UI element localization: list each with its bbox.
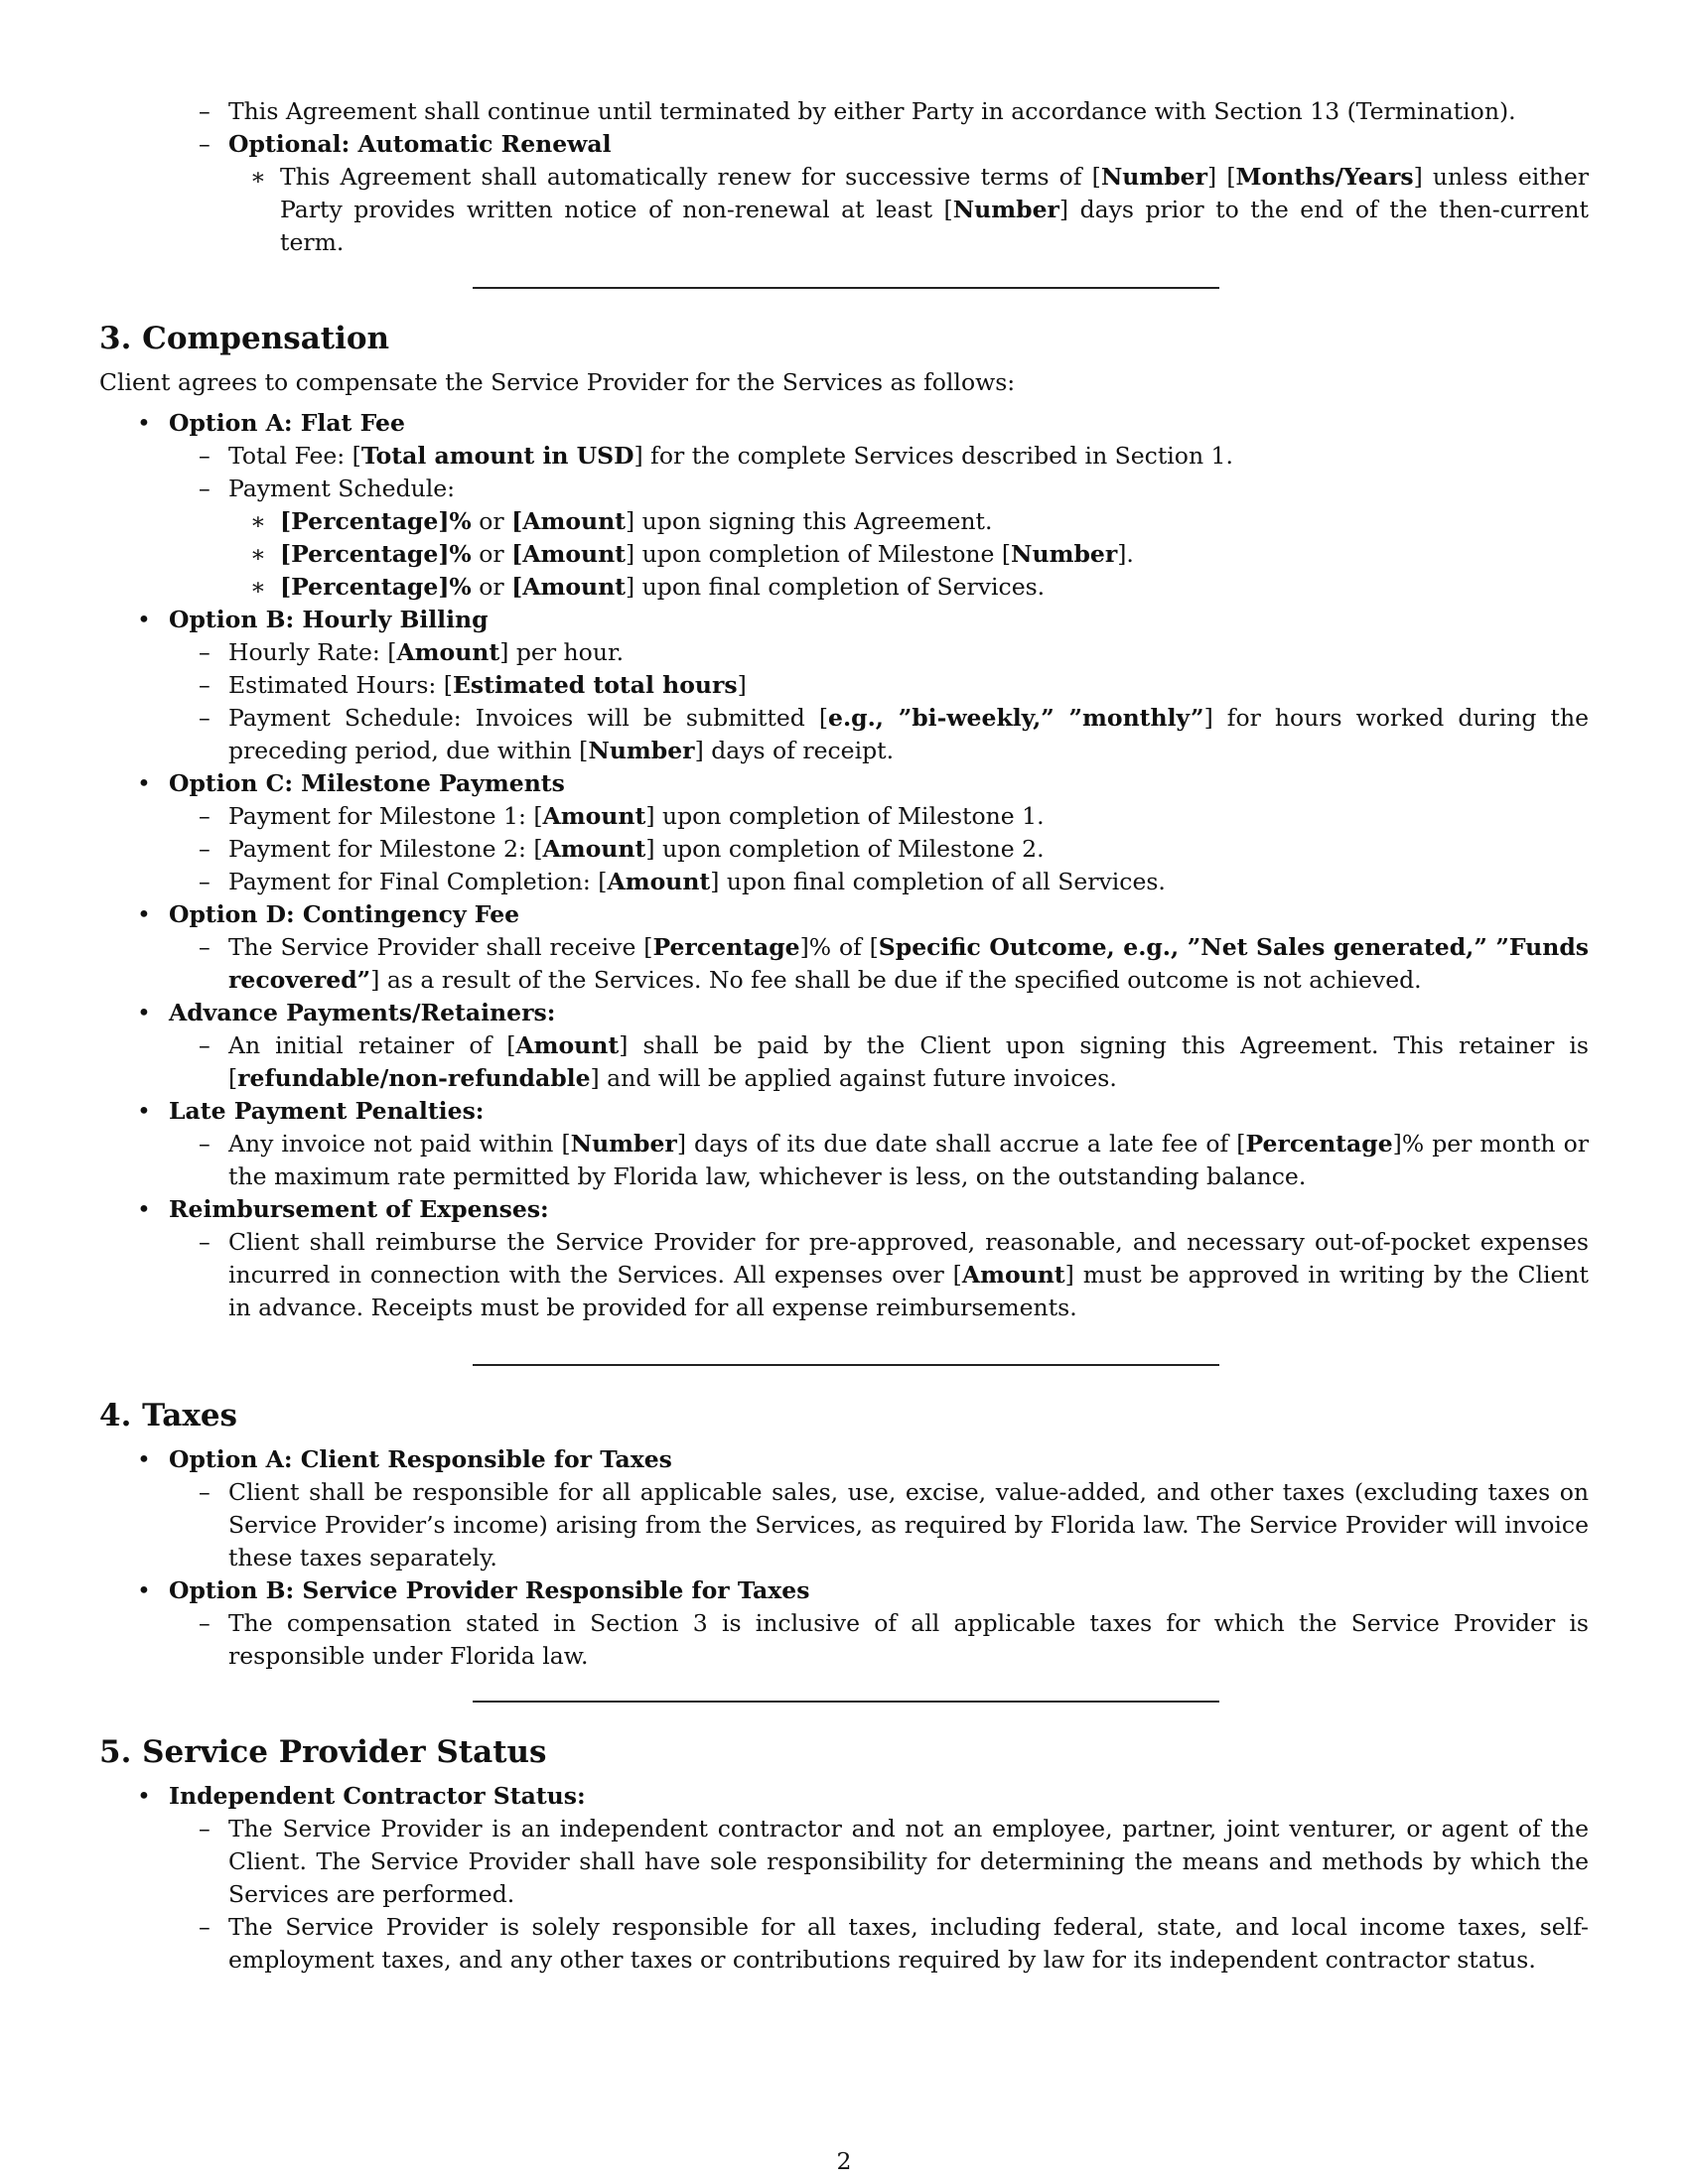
list-item [99,702,1589,767]
list-item [99,473,1589,505]
placeholder: Number [570,1130,677,1158]
text: The compensation stated in Section 3 is inclusive of all applicable taxes for which the Service Provider is responsible under Florida law. [228,1609,1589,1670]
dash-marker: – [199,835,211,863]
option-label: Late Payment Penalties: [169,1097,485,1125]
taxes-list [99,1443,1589,1673]
placeholder: Amount [522,540,627,568]
list-item [99,1226,1589,1324]
list-item [99,669,1589,702]
list-item [99,833,1589,866]
bullet-marker: • [137,1445,151,1473]
section-divider [473,1701,1219,1703]
list-item [99,1813,1589,1911]
placeholder: Percentage [1245,1130,1393,1158]
list-item: ∗ [Percentage]% or [Amount] upon completion of Milestone [Number]. [99,538,1589,571]
text: Payment for Milestone 1: [ [228,802,543,830]
option-label: Option B: Hourly Billing [169,606,489,633]
dash-marker: – [199,1228,211,1256]
dash-marker: – [199,1478,211,1506]
text: The Service Provider shall receive [ [228,933,653,961]
dash-marker: – [199,868,211,895]
placeholder: Amount [522,573,627,601]
text: ] shall be paid by the Client upon signing this Agreement. This retainer is [ [228,1031,1589,1092]
list-item [99,1911,1589,1977]
document-page [99,95,1589,1977]
dash-marker: – [199,130,211,158]
compensation-list [99,407,1589,1324]
text: ]. [1117,540,1134,568]
text: Payment Schedule: [228,475,456,502]
list-item [99,898,1589,931]
text: ] for hours worked during the preceding period, due within [ [228,704,1589,764]
placeholder: Amount [522,507,627,535]
placeholder: Number [952,196,1059,223]
list-item [99,997,1589,1029]
list-item [99,1095,1589,1128]
bullet-marker: • [137,769,151,797]
list-item [99,1443,1589,1476]
list-item [99,604,1589,636]
dash-marker: – [199,704,211,732]
list-item: ∗ [Percentage]% or [Amount] upon signing this Agreement. [99,505,1589,538]
list-item [99,128,1589,161]
section-intro: Client agrees to compensate the Service Provider for the Services as follows: [99,368,1016,396]
list-item [99,866,1589,898]
dash-marker: – [199,933,211,961]
dash-marker: – [199,1815,211,1843]
text: Hourly Rate: [ [228,638,397,666]
text: ] per hour. [499,638,625,666]
placeholder: Amount [542,802,646,830]
text: ] days prior to the end of the then-current term. [280,196,1589,256]
text: Client shall be responsible for all applicable sales, use, excise, value-added, and other taxes (excluding taxes on Service Provider’s income) arising from the Services, as required by Florida law. The Service Provider will invoice these taxes separately. [228,1478,1589,1571]
text: ] unless either Party provides written notice of non-renewal at least [ [280,163,1589,223]
section-divider [473,287,1219,289]
list-item [99,95,1589,128]
text: Client shall reimburse the Service Provider for pre-approved, reasonable, and necessary out-of-pocket expenses incurred in connection with the Services. All expenses over [ [228,1228,1589,1289]
text: ]% of [ [799,933,879,961]
text: ] must be approved in writing by the Client in advance. Receipts must be provided for all expense reimbursements. [228,1261,1589,1321]
list-item: ∗ [Percentage]% or [Amount] upon final completion of Services. [99,571,1589,604]
optional-renewal-label: Optional: Automatic Renewal [228,130,612,158]
placeholder: Amount [961,1261,1065,1289]
section-heading: 3. Compensation [99,321,390,356]
dash-marker: – [199,1913,211,1941]
placeholder: Amount [607,868,711,895]
text: ] upon completion of Milestone 2. [645,835,1045,863]
text: Any invoice not paid within [ [228,1130,571,1158]
text: This Agreement shall automatically renew for successive terms of [ [280,163,1101,191]
list-item [99,1476,1589,1574]
dash-marker: – [199,1130,211,1158]
placeholder: Months/Years [1235,163,1414,191]
option-label: Option A: Client Responsible for Taxes [169,1445,672,1473]
asterisk-marker: ∗ [250,163,266,191]
text: ] upon signing this Agreement. [626,507,993,535]
list-item [99,931,1589,997]
text: ] upon final completion of Services. [626,573,1046,601]
text: ] as a result of the Services. No fee shall be due if the specified outcome is not achieved. [370,966,1422,994]
text: ] upon final completion of all Services. [710,868,1166,895]
text: ] and will be applied against future invoices. [590,1064,1117,1092]
placeholder: e.g., ”bi-weekly,” ”monthly” [828,704,1204,732]
page-number: 2 [836,2147,852,2175]
placeholder: Percentage [652,933,800,961]
placeholder: Number [588,737,695,764]
placeholder: Estimated total hours [452,671,738,699]
list-item [99,1574,1589,1607]
text: ] days of its due date shall accrue a late fee of [ [676,1130,1246,1158]
status-list [99,1780,1589,1977]
bullet-marker: • [137,1097,151,1125]
section-divider [473,1364,1219,1366]
list-item [99,1193,1589,1226]
bullet-marker: • [137,1195,151,1223]
option-label: Option B: Service Provider Responsible for Taxes [169,1576,810,1604]
dash-marker: – [199,475,211,502]
placeholder: Number [1011,540,1118,568]
bullet-marker: • [137,1782,151,1810]
list-item [99,1780,1589,1813]
placeholder: Amount [396,638,500,666]
dash-marker: – [199,442,211,470]
section-heading: 5. Service Provider Status [99,1734,547,1770]
term-line: This Agreement shall continue until terminated by either Party in accordance with Section 13 (Termination). [228,97,1516,125]
text: ]% per month or the maximum rate permitted by Florida law, whichever is less, on the outstanding balance. [228,1130,1589,1190]
bullet-marker: • [137,606,151,633]
list-item [99,440,1589,473]
list-item [99,407,1589,440]
list-item [99,1607,1589,1673]
list-item [99,161,1589,259]
placeholder: Total amount in USD [360,442,634,470]
placeholder: Amount [515,1031,620,1059]
bullet-marker: • [137,409,151,437]
placeholder: Specific Outcome, e.g., ”Net Sales generated,” ”Funds recovered” [228,933,1590,994]
section-heading: 4. Taxes [99,1398,238,1433]
text: ] days of receipt. [694,737,895,764]
placeholder: Percentage [291,540,439,568]
placeholder: Amount [542,835,646,863]
placeholder: refundable/non-refundable [237,1064,591,1092]
dash-marker: – [199,1609,211,1637]
bullet-marker: • [137,1576,151,1604]
text: ] for the complete Services described in Section 1. [633,442,1233,470]
option-label: Advance Payments/Retainers: [169,999,556,1026]
list-item [99,1029,1589,1095]
text: ] upon completion of Milestone 1. [645,802,1045,830]
list-item [99,1128,1589,1193]
option-label: Independent Contractor Status: [169,1782,586,1810]
text: Total Fee: [ [228,442,361,470]
dash-marker: – [199,638,211,666]
dash-marker: – [199,97,211,125]
asterisk-marker: ∗ [250,507,266,535]
placeholder: Number [1100,163,1208,191]
option-label: Option A: Flat Fee [169,409,405,437]
option-label: Reimbursement of Expenses: [169,1195,549,1223]
text: Payment Schedule: Invoices will be submitted [ [228,704,829,732]
text: Payment for Final Completion: [ [228,868,608,895]
list-item [99,767,1589,800]
text: ] upon completion of Milestone [ [626,540,1012,568]
bullet-marker: • [137,999,151,1026]
text: ] [737,671,747,699]
list-item [99,800,1589,833]
text: ] [ [1207,163,1236,191]
text: Estimated Hours: [ [228,671,453,699]
list-item [99,636,1589,669]
text: An initial retainer of [ [228,1031,516,1059]
dash-marker: – [199,671,211,699]
text: The Service Provider is solely responsible for all taxes, including federal, state, and local income taxes, self-employment taxes, and any other taxes or contributions required by law for its independent contractor status. [228,1913,1589,1974]
text: The Service Provider is an independent contractor and not an employee, partner, joint venturer, or agent of the Client. The Service Provider shall have sole responsibility for determining the means and methods by which the Services are performed. [228,1815,1589,1908]
option-label: Option D: Contingency Fee [169,900,520,928]
bullet-marker: • [137,900,151,928]
asterisk-marker: ∗ [250,573,266,601]
placeholder: Percentage [291,573,439,601]
option-label: Option C: Milestone Payments [169,769,565,797]
dash-marker: – [199,802,211,830]
asterisk-marker: ∗ [250,540,266,568]
placeholder: Percentage [291,507,439,535]
text: Payment for Milestone 2: [ [228,835,543,863]
dash-marker: – [199,1031,211,1059]
